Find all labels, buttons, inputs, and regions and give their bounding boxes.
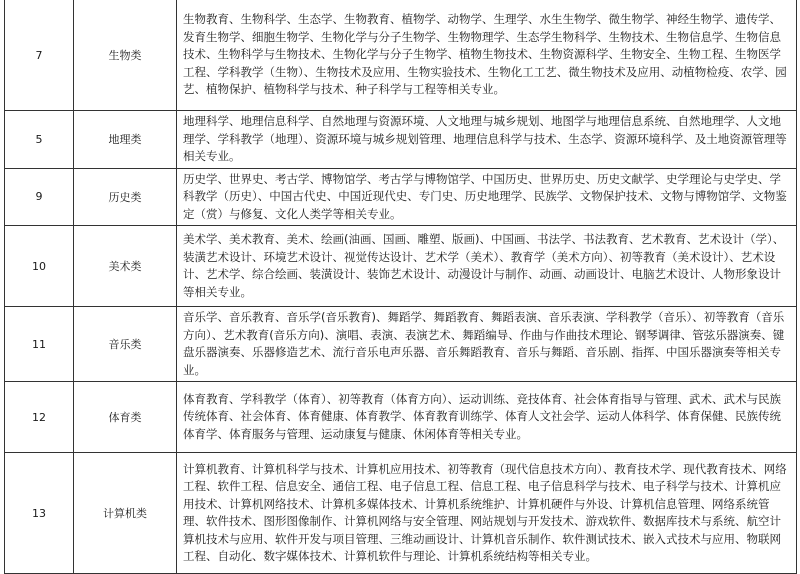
category-name: 历史类 xyxy=(74,168,177,226)
major-list: 生物教育、生物科学、生态学、生物教育、植物学、动物学、生理学、水生生物学、微生物学、神经生物学、遗传学、发育生物学、细胞生物学、生物化学与分子生物学、生物物理学、生态学生物科学、生物技术、生物信息学、生物信息技术、生物科学与生物技术、生物化学与分子生物学、植物生物技术、生物资源科学、生物安全、生物工程、生物医学工程、学科教学（生物）、生物技术及应用、生物实验技术、生物化工工艺、微生物技术及应用、动植物检疫、农学、园艺、植物保护、植物科学与技术、种子科学与工程等相关专业。 xyxy=(177,0,797,111)
major-list: 音乐学、音乐教育、音乐学(音乐教育)、舞蹈学、舞蹈教育、舞蹈表演、音乐表演、学科教学（音乐）、初等教育（音乐方向）、艺术教育(音乐方向)、演唱、表演、表演艺术、舞蹈编导、作曲与作曲技术理论、钢琴调律、管弦乐器演奏、键盘乐器演奏、乐器修造艺术、流行音乐电声乐器、音乐舞蹈教育、音乐与舞蹈、音乐剧、指挥、中国乐器演奏等相关专业。 xyxy=(177,307,797,382)
row-number: 7 xyxy=(5,0,74,111)
majors-table xyxy=(4,0,797,574)
major-list: 计算机教育、计算机科学与技术、计算机应用技术、初等教育（现代信息技术方向）、教育技术学、现代教育技术、网络工程、软件工程、信息安全、通信工程、电子信息工程、信息工程、电子信息科学与技术、电子科学与技术、计算机应用技术、计算机网络技术、计算机多媒体技术、计算机系统维护、计算机硬件与外设、计算机信息管理、网络系统管理、软件技术、图形图像制作、计算机网络与安全管理、网站规划与开发技术、游戏软件、数据库技术与系统、航空计算机技术与应用、软件开发与项目管理、三维动画设计、计算机音乐制作、软件测试技术、嵌入式技术与应用、物联网工程、自动化、数字媒体技术、计算机软件与理论、计算机系统结构等相关专业。 xyxy=(177,453,797,574)
major-list: 地理科学、地理信息科学、自然地理与资源环境、人文地理与城乡规划、地图学与地理信息系统、自然地理学、人文地理学、学科教学（地理）、资源环境与城乡规划管理、地理信息科学与技术、生态学、资源环境科学、及土地资源管理等相关专业。 xyxy=(177,111,797,169)
row-number: 9 xyxy=(5,168,74,226)
table-row xyxy=(5,382,797,453)
category-name: 地理类 xyxy=(74,111,177,169)
category-name: 音乐类 xyxy=(74,307,177,382)
row-number: 11 xyxy=(5,307,74,382)
table-row xyxy=(5,307,797,382)
major-list: 美术学、美术教育、美术、绘画(油画、国画、雕塑、版画)、中国画、书法学、书法教育、艺术教育、艺术设计（学）、装潢艺术设计、环境艺术设计、视觉传达设计、艺术学（美术）、教育学（美术方向）、初等教育（美术设计）、艺术设计、艺术学、综合绘画、装潢设计、装饰艺术设计、动漫设计与制作、动画、动画设计、电脑艺术设计、人物形象设计等相关专业。 xyxy=(177,226,797,307)
table-row xyxy=(5,0,797,111)
major-list: 历史学、世界史、考古学、博物馆学、考古学与博物馆学、中国历史、世界历史、历史文献学、史学理论与史学史、学科教学（历史）、中国古代史、中国近现代史、专门史、历史地理学、民族学、文物保护技术、文物与博物馆学、文物鉴定（赏）与修复、文化人类学等相关专业。 xyxy=(177,168,797,226)
category-name: 体育类 xyxy=(74,382,177,453)
row-number: 12 xyxy=(5,382,74,453)
category-name: 美术类 xyxy=(74,226,177,307)
category-name: 计算机类 xyxy=(74,453,177,574)
major-list: 体育教育、学科教学（体育）、初等教育（体育方向）、运动训练、竞技体育、社会体育指导与管理、武术、武术与民族传统体育、社会体育、体育健康、体育教学、体育教育训练学、体育人文社会学、运动人体科学、体育保健、民族传统体育学、体育服务与管理、运动康复与健康、休闲体育等相关专业。 xyxy=(177,382,797,453)
table-row xyxy=(5,111,797,169)
table-row xyxy=(5,453,797,574)
table-row xyxy=(5,168,797,226)
row-number: 13 xyxy=(5,453,74,574)
table-row xyxy=(5,226,797,307)
row-number: 5 xyxy=(5,111,74,169)
row-number: 10 xyxy=(5,226,74,307)
category-name: 生物类 xyxy=(74,0,177,111)
